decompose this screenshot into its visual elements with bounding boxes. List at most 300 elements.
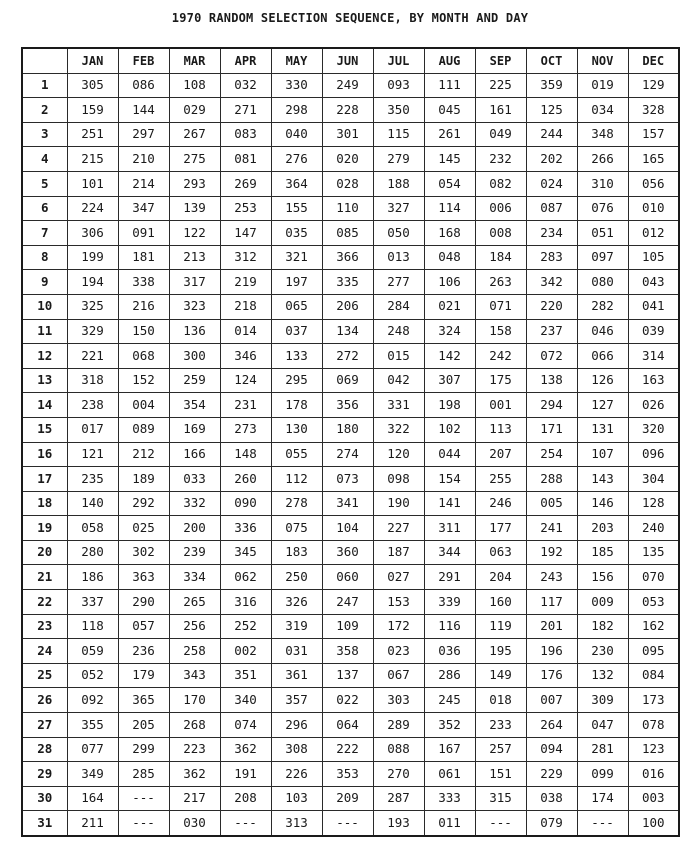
sequence-cell: 028 (322, 171, 373, 196)
sequence-cell: 181 (118, 245, 169, 270)
sequence-cell: 050 (373, 221, 424, 246)
sequence-cell: 128 (628, 491, 679, 516)
sequence-cell: 292 (118, 491, 169, 516)
sequence-cell: 136 (169, 319, 220, 344)
sequence-cell: 149 (475, 663, 526, 688)
sequence-cell: 089 (118, 417, 169, 442)
sequence-cell: 313 (271, 811, 322, 836)
sequence-cell: 160 (475, 590, 526, 615)
table-row (22, 122, 679, 147)
sequence-cell: --- (322, 811, 373, 836)
sequence-cell: 130 (271, 417, 322, 442)
sequence-cell: 343 (169, 663, 220, 688)
sequence-cell: 192 (526, 540, 577, 565)
sequence-cell: 038 (526, 786, 577, 811)
table-row (22, 639, 679, 664)
sequence-cell: 004 (118, 393, 169, 418)
sequence-cell: 319 (271, 614, 322, 639)
sequence-cell: 083 (220, 122, 271, 147)
day-label: 27 (22, 713, 67, 738)
sequence-cell: 179 (118, 663, 169, 688)
table-row (22, 467, 679, 492)
sequence-cell: 188 (373, 171, 424, 196)
sequence-cell: 257 (475, 737, 526, 762)
sequence-cell: 073 (322, 467, 373, 492)
sequence-cell: 202 (526, 147, 577, 172)
sequence-cell: 051 (577, 221, 628, 246)
sequence-cell: 105 (628, 245, 679, 270)
sequence-cell: 286 (424, 663, 475, 688)
sequence-cell: 009 (577, 590, 628, 615)
sequence-cell: 070 (628, 565, 679, 590)
sequence-cell: 155 (271, 196, 322, 221)
sequence-cell: 325 (67, 294, 118, 319)
sequence-cell: 079 (526, 811, 577, 836)
sequence-cell: 318 (67, 368, 118, 393)
sequence-cell: 152 (118, 368, 169, 393)
table-row (22, 196, 679, 221)
sequence-cell: 040 (271, 122, 322, 147)
day-label: 30 (22, 786, 67, 811)
sequence-cell: 265 (169, 590, 220, 615)
sequence-cell: 085 (322, 221, 373, 246)
sequence-cell: 357 (271, 688, 322, 713)
sequence-cell: 180 (322, 417, 373, 442)
sequence-cell: 182 (577, 614, 628, 639)
sequence-cell: 119 (475, 614, 526, 639)
sequence-cell: 350 (373, 98, 424, 123)
sequence-cell: 239 (169, 540, 220, 565)
sequence-cell: 056 (628, 171, 679, 196)
sequence-cell: 139 (169, 196, 220, 221)
sequence-cell: 296 (271, 713, 322, 738)
sequence-cell: 156 (577, 565, 628, 590)
sequence-cell: 194 (67, 270, 118, 295)
sequence-cell: 207 (475, 442, 526, 467)
sequence-cell: 278 (271, 491, 322, 516)
sequence-cell: 358 (322, 639, 373, 664)
sequence-cell: 008 (475, 221, 526, 246)
sequence-cell: --- (118, 786, 169, 811)
sequence-cell: 320 (628, 417, 679, 442)
sequence-cell: 049 (475, 122, 526, 147)
sequence-cell: 104 (322, 516, 373, 541)
day-label: 26 (22, 688, 67, 713)
sequence-cell: 101 (67, 171, 118, 196)
sequence-cell: 058 (67, 516, 118, 541)
sequence-cell: 233 (475, 713, 526, 738)
sequence-cell: 275 (169, 147, 220, 172)
sequence-cell: --- (220, 811, 271, 836)
sequence-cell: 222 (322, 737, 373, 762)
sequence-cell: 168 (424, 221, 475, 246)
table-row (22, 663, 679, 688)
sequence-cell: 148 (220, 442, 271, 467)
month-header-jan: JAN (67, 48, 118, 73)
sequence-cell: 356 (322, 393, 373, 418)
sequence-cell: 007 (526, 688, 577, 713)
sequence-cell: 355 (67, 713, 118, 738)
sequence-cell: 362 (220, 737, 271, 762)
sequence-cell: 289 (373, 713, 424, 738)
sequence-cell: 167 (424, 737, 475, 762)
table-row (22, 393, 679, 418)
sequence-cell: 366 (322, 245, 373, 270)
sequence-cell: 281 (577, 737, 628, 762)
sequence-cell: 066 (577, 344, 628, 369)
sequence-cell: 186 (67, 565, 118, 590)
sequence-cell: 145 (424, 147, 475, 172)
sequence-cell: 034 (577, 98, 628, 123)
sequence-cell: 336 (220, 516, 271, 541)
sequence-cell: 211 (67, 811, 118, 836)
table-row (22, 786, 679, 811)
sequence-cell: --- (577, 811, 628, 836)
sequence-cell: 157 (628, 122, 679, 147)
sequence-cell: 144 (118, 98, 169, 123)
sequence-cell: 143 (577, 467, 628, 492)
sequence-cell: 301 (322, 122, 373, 147)
sequence-cell: 118 (67, 614, 118, 639)
sequence-cell: 108 (169, 73, 220, 98)
month-header-may: MAY (271, 48, 322, 73)
sequence-cell: 146 (577, 491, 628, 516)
table-row (22, 368, 679, 393)
sequence-cell: 037 (271, 319, 322, 344)
sequence-cell: 266 (577, 147, 628, 172)
sequence-cell: 193 (373, 811, 424, 836)
sequence-cell: 115 (373, 122, 424, 147)
sequence-cell: 323 (169, 294, 220, 319)
sequence-cell: 223 (169, 737, 220, 762)
sequence-cell: 022 (322, 688, 373, 713)
day-label: 14 (22, 393, 67, 418)
sequence-cell: 116 (424, 614, 475, 639)
sequence-cell: 019 (577, 73, 628, 98)
sequence-cell: 067 (373, 663, 424, 688)
sequence-cell: 159 (67, 98, 118, 123)
sequence-cell: 351 (220, 663, 271, 688)
sequence-cell: 161 (475, 98, 526, 123)
sequence-cell: 071 (475, 294, 526, 319)
sequence-cell: 121 (67, 442, 118, 467)
day-label: 9 (22, 270, 67, 295)
sequence-cell: 303 (373, 688, 424, 713)
sequence-cell: 069 (322, 368, 373, 393)
sequence-cell: 245 (424, 688, 475, 713)
sequence-cell: 300 (169, 344, 220, 369)
sequence-cell: 017 (67, 417, 118, 442)
table-row (22, 245, 679, 270)
sequence-cell: 048 (424, 245, 475, 270)
selection-table-wrapper (21, 47, 678, 837)
sequence-cell: 061 (424, 762, 475, 787)
day-label: 19 (22, 516, 67, 541)
sequence-cell: 166 (169, 442, 220, 467)
sequence-cell: 107 (577, 442, 628, 467)
sequence-cell: 041 (628, 294, 679, 319)
sequence-cell: 177 (475, 516, 526, 541)
sequence-cell: 232 (475, 147, 526, 172)
sequence-cell: 201 (526, 614, 577, 639)
sequence-cell: 215 (67, 147, 118, 172)
sequence-cell: 359 (526, 73, 577, 98)
day-label: 4 (22, 147, 67, 172)
day-label: 3 (22, 122, 67, 147)
sequence-cell: 138 (526, 368, 577, 393)
sequence-cell: 237 (526, 319, 577, 344)
sequence-cell: 074 (220, 713, 271, 738)
sequence-cell: 240 (628, 516, 679, 541)
sequence-cell: 310 (577, 171, 628, 196)
sequence-cell: 195 (475, 639, 526, 664)
sequence-cell: 005 (526, 491, 577, 516)
sequence-cell: 353 (322, 762, 373, 787)
day-label: 24 (22, 639, 67, 664)
sequence-cell: 246 (475, 491, 526, 516)
sequence-cell: 337 (67, 590, 118, 615)
sequence-cell: 241 (526, 516, 577, 541)
sequence-cell: 016 (628, 762, 679, 787)
page-title: 1970 RANDOM SELECTION SEQUENCE, BY MONTH AND DAY (171, 11, 529, 25)
sequence-cell: 055 (271, 442, 322, 467)
sequence-cell: 095 (628, 639, 679, 664)
sequence-cell: 052 (67, 663, 118, 688)
sequence-cell: 065 (271, 294, 322, 319)
sequence-cell: 243 (526, 565, 577, 590)
month-header-mar: MAR (169, 48, 220, 73)
table-row (22, 491, 679, 516)
table-row (22, 565, 679, 590)
sequence-cell: 330 (271, 73, 322, 98)
sequence-cell: 213 (169, 245, 220, 270)
sequence-cell: 151 (475, 762, 526, 787)
corner-cell (22, 48, 67, 73)
day-label: 1 (22, 73, 67, 98)
sequence-cell: 100 (628, 811, 679, 836)
sequence-cell: 294 (526, 393, 577, 418)
sequence-cell: 288 (526, 467, 577, 492)
sequence-cell: 295 (271, 368, 322, 393)
sequence-cell: 321 (271, 245, 322, 270)
sequence-cell: 163 (628, 368, 679, 393)
sequence-cell: 165 (628, 147, 679, 172)
sequence-cell: 169 (169, 417, 220, 442)
table-row (22, 319, 679, 344)
sequence-cell: 272 (322, 344, 373, 369)
sequence-cell: 111 (424, 73, 475, 98)
sequence-cell: 226 (271, 762, 322, 787)
sequence-cell: 342 (526, 270, 577, 295)
day-label: 6 (22, 196, 67, 221)
sequence-cell: --- (475, 811, 526, 836)
sequence-cell: 047 (577, 713, 628, 738)
sequence-cell: 206 (322, 294, 373, 319)
sequence-cell: 018 (475, 688, 526, 713)
sequence-cell: 112 (271, 467, 322, 492)
day-label: 10 (22, 294, 67, 319)
table-row (22, 442, 679, 467)
sequence-cell: 291 (424, 565, 475, 590)
sequence-cell: 147 (220, 221, 271, 246)
sequence-cell: 267 (169, 122, 220, 147)
sequence-cell: 315 (475, 786, 526, 811)
sequence-cell: 035 (271, 221, 322, 246)
sequence-cell: 054 (424, 171, 475, 196)
day-label: 12 (22, 344, 67, 369)
month-header-oct: OCT (526, 48, 577, 73)
sequence-cell: 187 (373, 540, 424, 565)
sequence-cell: 170 (169, 688, 220, 713)
sequence-cell: 227 (373, 516, 424, 541)
sequence-cell: 075 (271, 516, 322, 541)
sequence-cell: 171 (526, 417, 577, 442)
sequence-cell: 225 (475, 73, 526, 98)
sequence-cell: 236 (118, 639, 169, 664)
month-header-jul: JUL (373, 48, 424, 73)
sequence-cell: 077 (67, 737, 118, 762)
sequence-cell: 331 (373, 393, 424, 418)
sequence-cell: 036 (424, 639, 475, 664)
sequence-cell: 248 (373, 319, 424, 344)
day-label: 2 (22, 98, 67, 123)
sequence-cell: 261 (424, 122, 475, 147)
sequence-cell: 076 (577, 196, 628, 221)
sequence-cell: 140 (67, 491, 118, 516)
table-row (22, 540, 679, 565)
sequence-cell: 328 (628, 98, 679, 123)
sequence-cell: 249 (322, 73, 373, 98)
sequence-cell: 010 (628, 196, 679, 221)
sequence-cell: 198 (424, 393, 475, 418)
sequence-cell: 309 (577, 688, 628, 713)
table-header (22, 48, 679, 73)
sequence-cell: 283 (526, 245, 577, 270)
sequence-cell: 312 (220, 245, 271, 270)
day-label: 16 (22, 442, 67, 467)
table-row (22, 147, 679, 172)
sequence-cell: 011 (424, 811, 475, 836)
sequence-cell: 271 (220, 98, 271, 123)
sequence-cell: 068 (118, 344, 169, 369)
sequence-cell: 205 (118, 713, 169, 738)
sequence-cell: 254 (526, 442, 577, 467)
day-label: 7 (22, 221, 67, 246)
sequence-cell: 333 (424, 786, 475, 811)
sequence-cell: 024 (526, 171, 577, 196)
sequence-cell: 326 (271, 590, 322, 615)
sequence-cell: 164 (67, 786, 118, 811)
day-label: 5 (22, 171, 67, 196)
day-label: 8 (22, 245, 67, 270)
sequence-cell: 282 (577, 294, 628, 319)
sequence-cell: 044 (424, 442, 475, 467)
table-row (22, 417, 679, 442)
day-label: 20 (22, 540, 67, 565)
sequence-cell: 258 (169, 639, 220, 664)
table-row (22, 811, 679, 836)
sequence-cell: 175 (475, 368, 526, 393)
sequence-cell: 304 (628, 467, 679, 492)
day-label: 21 (22, 565, 67, 590)
sequence-cell: 345 (220, 540, 271, 565)
day-label: 23 (22, 614, 67, 639)
sequence-cell: 053 (628, 590, 679, 615)
sequence-cell: 059 (67, 639, 118, 664)
sequence-cell: 013 (373, 245, 424, 270)
sequence-cell: 002 (220, 639, 271, 664)
sequence-cell: 063 (475, 540, 526, 565)
sequence-cell: 302 (118, 540, 169, 565)
sequence-cell: 023 (373, 639, 424, 664)
sequence-cell: 306 (67, 221, 118, 246)
sequence-cell: 238 (67, 393, 118, 418)
sequence-cell: 361 (271, 663, 322, 688)
selection-sequence-table (21, 47, 680, 837)
sequence-cell: 221 (67, 344, 118, 369)
sequence-cell: 209 (322, 786, 373, 811)
sequence-cell: 131 (577, 417, 628, 442)
sequence-cell: 029 (169, 98, 220, 123)
sequence-cell: 106 (424, 270, 475, 295)
sequence-cell: 031 (271, 639, 322, 664)
sequence-cell: 235 (67, 467, 118, 492)
sequence-cell: 117 (526, 590, 577, 615)
sequence-cell: 062 (220, 565, 271, 590)
sequence-cell: 212 (118, 442, 169, 467)
sequence-cell: 191 (220, 762, 271, 787)
sequence-cell: 338 (118, 270, 169, 295)
sequence-cell: 324 (424, 319, 475, 344)
sequence-cell: 134 (322, 319, 373, 344)
sequence-cell: 307 (424, 368, 475, 393)
day-label: 28 (22, 737, 67, 762)
sequence-cell: 120 (373, 442, 424, 467)
sequence-cell: 122 (169, 221, 220, 246)
sequence-cell: 317 (169, 270, 220, 295)
sequence-cell: 251 (67, 122, 118, 147)
sequence-cell: 273 (220, 417, 271, 442)
sequence-cell: 153 (373, 590, 424, 615)
sequence-cell: 247 (322, 590, 373, 615)
table-row (22, 590, 679, 615)
sequence-cell: 346 (220, 344, 271, 369)
sequence-cell: 268 (169, 713, 220, 738)
table-row (22, 614, 679, 639)
sequence-cell: 277 (373, 270, 424, 295)
sequence-cell: 316 (220, 590, 271, 615)
sequence-cell: 003 (628, 786, 679, 811)
sequence-cell: 123 (628, 737, 679, 762)
header-row (22, 48, 679, 73)
sequence-cell: 090 (220, 491, 271, 516)
sequence-cell: 354 (169, 393, 220, 418)
sequence-cell: 218 (220, 294, 271, 319)
sequence-cell: 185 (577, 540, 628, 565)
sequence-cell: 329 (67, 319, 118, 344)
sequence-cell: 228 (322, 98, 373, 123)
sequence-cell: --- (118, 811, 169, 836)
sequence-cell: 103 (271, 786, 322, 811)
sequence-cell: 322 (373, 417, 424, 442)
sequence-cell: 030 (169, 811, 220, 836)
sequence-cell: 014 (220, 319, 271, 344)
sequence-cell: 091 (118, 221, 169, 246)
sequence-cell: 290 (118, 590, 169, 615)
sequence-cell: 087 (526, 196, 577, 221)
sequence-cell: 352 (424, 713, 475, 738)
sequence-cell: 072 (526, 344, 577, 369)
